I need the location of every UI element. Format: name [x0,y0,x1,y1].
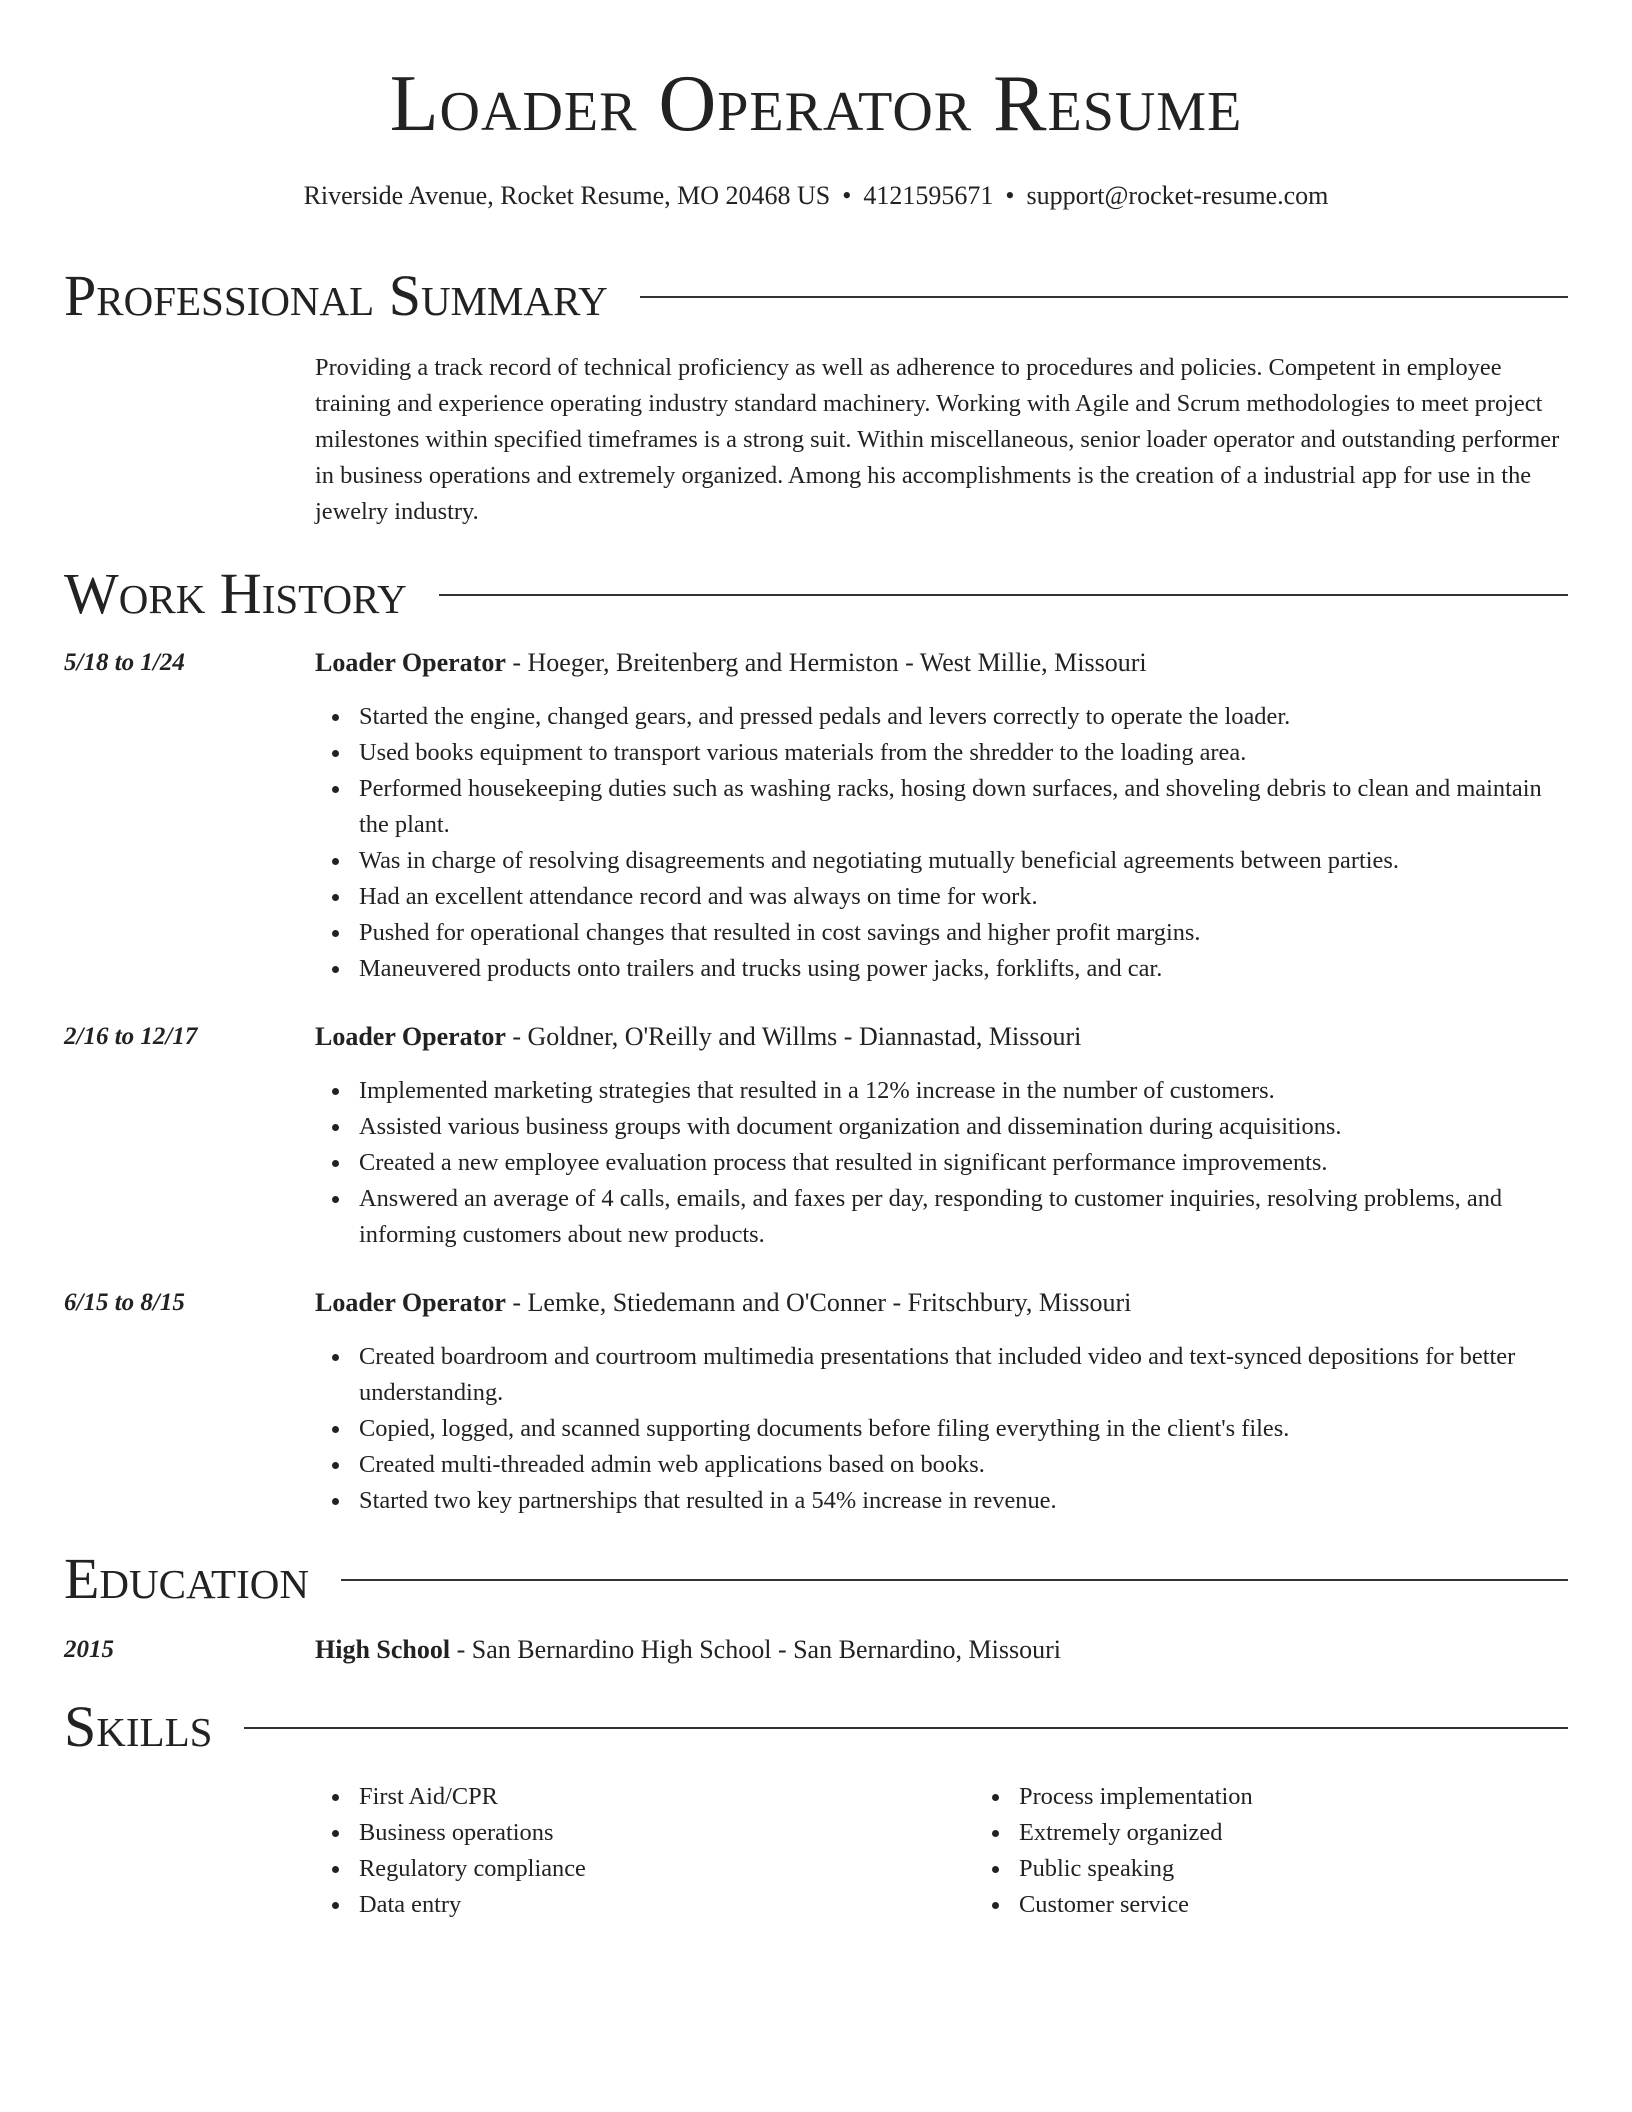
job-details: - Lemke, Stiedemann and O'Conner - Fritschbury, Missouri [505,1288,1132,1317]
skill-item: Data entry [359,1887,975,1923]
section-divider [244,1727,1568,1729]
education-degree: High School [315,1635,451,1664]
job-bullet: Used books equipment to transport various materials from the shredder to the loading area. [359,735,1568,771]
job-bullet: Assisted various business groups with document organization and dissemination during acquisitions. [359,1109,1568,1145]
resume-title: Loader Operator Resume [389,60,1243,148]
education-body [315,1633,1061,1667]
job-bullet: Started the engine, changed gears, and pressed pedals and levers correctly to operate the loader. [359,699,1568,735]
skills-section-header [64,1693,1568,1761]
job-bullet: Created multi-threaded admin web applications based on books. [359,1447,1568,1483]
skills-column-right [975,1779,1253,1923]
contact-line [64,180,1568,212]
section-divider [439,594,1568,596]
job-body [315,1286,1568,1519]
education-details: - San Bernardino High School - San Bernardino, Missouri [450,1635,1062,1664]
education-year: 2015 [64,1636,114,1663]
skill-item: Business operations [359,1815,975,1851]
job-dates: 6/15 to 8/15 [64,1289,185,1316]
job-title: Loader Operator [315,648,506,677]
job-title-line [315,1020,1568,1054]
contact-separator: • [1005,181,1015,210]
job-bullet: Copied, logged, and scanned supporting documents before filing everything in the client's files. [359,1411,1568,1447]
education-heading: Education [64,1546,309,1611]
work-section-header [64,560,1568,628]
skill-item: First Aid/CPR [359,1779,975,1815]
contact-phone: 4121595671 [863,181,994,210]
job-bullet-list [315,1339,1568,1519]
skills-column-left [315,1779,975,1923]
job-bullet: Implemented marketing strategies that resulted in a 12% increase in the number of customers. [359,1073,1568,1109]
job-bullet: Created boardroom and courtroom multimedia presentations that included video and text-synced depositions for better understanding. [359,1339,1568,1411]
skill-item: Extremely organized [1019,1815,1253,1851]
skills-heading: Skills [64,1694,213,1759]
job-body [315,1020,1568,1253]
contact-separator: • [842,181,852,210]
job-bullet: Performed housekeeping duties such as washing racks, hosing down surfaces, and shoveling debris to clean and maintain the plant. [359,771,1568,843]
job-details: - Hoeger, Breitenberg and Hermiston - West Millie, Missouri [505,648,1147,677]
section-divider [640,296,1568,298]
contact-email: support@rocket-resume.com [1026,181,1329,210]
summary-heading: Professional Summary [64,263,608,328]
education-entry [64,1633,1568,1667]
job-entry [64,1286,1568,1519]
job-entry [64,1020,1568,1253]
summary-text: Providing a track record of technical proficiency as well as adherence to procedures and policies. Competent in employee training and experience operating industry standard machinery. Working with Agile and Scrum methodologies to meet project milestones within specified timeframes is a strong suit. Within miscellaneous, senior loader operator and outstanding performer in business operations and extremely organized. Among his accomplishments is the creation of a industrial app for use in the jewelry industry. [315,354,1560,525]
contact-address: Riverside Avenue, Rocket Resume, MO 20468 US [303,181,831,210]
job-bullet-list [315,699,1568,987]
job-body [315,646,1568,987]
job-bullet: Started two key partnerships that resulted in a 54% increase in revenue. [359,1483,1568,1519]
job-details: - Goldner, O'Reilly and Willms - Diannastad, Missouri [505,1022,1082,1051]
skill-item: Public speaking [1019,1851,1253,1887]
job-bullet-list [315,1073,1568,1253]
job-bullet: Was in charge of resolving disagreements and negotiating mutually beneficial agreements between parties. [359,843,1568,879]
job-dates: 2/16 to 12/17 [64,1023,198,1050]
education-section-header [64,1545,1568,1613]
skill-item: Process implementation [1019,1779,1253,1815]
job-bullet: Pushed for operational changes that resulted in cost savings and higher profit margins. [359,915,1568,951]
work-heading: Work History [64,561,407,626]
job-title: Loader Operator [315,1288,506,1317]
job-bullet: Created a new employee evaluation process that resulted in significant performance improvements. [359,1145,1568,1181]
summary-section-header [64,262,1568,330]
job-title-line [315,1286,1568,1320]
job-bullet: Had an excellent attendance record and was always on time for work. [359,879,1568,915]
skill-item: Customer service [1019,1887,1253,1923]
section-divider [341,1579,1568,1581]
job-bullet: Answered an average of 4 calls, emails, and faxes per day, responding to customer inquiries, resolving problems, and informing customers about new products. [359,1181,1568,1253]
job-bullet: Maneuvered products onto trailers and trucks using power jacks, forklifts, and car. [359,951,1568,987]
job-title-line [315,646,1568,680]
skills-list [315,1779,1568,1923]
job-title: Loader Operator [315,1022,506,1051]
skill-item: Regulatory compliance [359,1851,975,1887]
job-dates: 5/18 to 1/24 [64,649,185,676]
job-entry [64,646,1568,987]
